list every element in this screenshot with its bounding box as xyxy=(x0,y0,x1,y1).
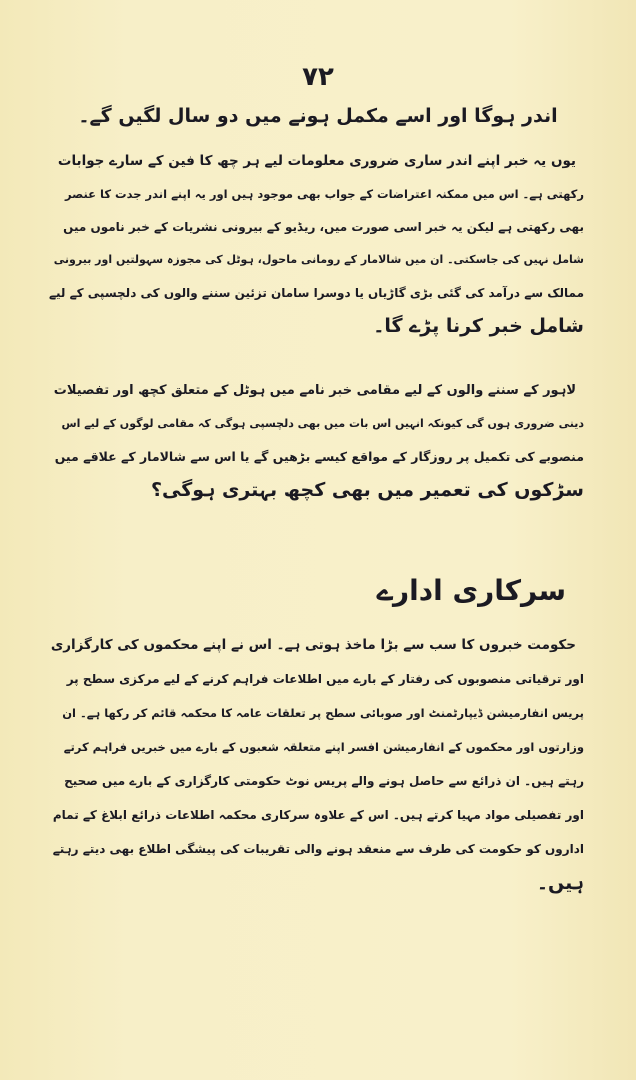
paragraph2-line: منصوبے کی تکمیل پر روزگار کے مواقع کیسے بڑھیں گے یا اس سے شالامار کے علاقے میں xyxy=(54,449,584,464)
paragraph3-line: ہیں۔ xyxy=(536,872,584,894)
paragraph1-line: ممالک سے درآمد کی گئی بڑی گاڑیاں یا دوسرا سامان تزئین سننے والوں کی دلچسپی کے لیے xyxy=(48,286,584,300)
paragraph1-line: رکھتی ہے۔ اس میں ممکنہ اعتراضات کے جواب بھی موجود ہیں اور یہ اپنے اندر جدت کا عنصر xyxy=(65,187,584,201)
paragraph3-line: پریس انفارمیشن ڈیپارٹمنٹ اور صوبائی سطح پر تعلقات عامہ کا محکمہ قائم کر رکھا ہے۔ ان xyxy=(62,706,584,720)
paragraph3-line: رہتے ہیں۔ ان ذرائع سے حاصل ہونے والے پریس نوٹ حکومتی کارگزاری کے بارے میں صحیح xyxy=(64,774,584,788)
paragraph2-line: سڑکوں کی تعمیر میں بھی کچھ بہتری ہوگی؟ xyxy=(150,479,584,501)
paragraph1-line: شامل نہیں کی جاسکتی۔ ان میں شالامار کے رومانی ماحول، ہوٹل کی مجوزہ سہولتیں اور بیرونی xyxy=(53,253,584,266)
page-number: ۷۲ xyxy=(302,62,334,92)
paragraph3-line: وزارتوں اور محکموں کے انفارمیشن افسر اپنے متعلقہ شعبوں کے بارے میں خبریں فراہم کرتے xyxy=(63,740,584,754)
paragraph2-line: دینی ضروری ہوں گی کیونکہ انہیں اس بات میں بھی دلچسپی ہوگی کہ مقامی لوگوں کے لیے اس xyxy=(61,417,584,430)
paragraph3-line: اور تفصیلی مواد مہیا کرتے ہیں۔ اس کے علاوہ سرکاری محکمہ اطلاعات ذرائع ابلاغ کے تمام xyxy=(52,808,584,822)
paragraph3-line: اداروں کو حکومت کی طرف سے منعقد ہونے والی تقریبات کی پیشگی اطلاع بھی دیتے رہتے xyxy=(52,842,584,856)
paragraph1-line: شامل خبر کرنا پڑے گا۔ xyxy=(373,315,584,337)
paragraph3-line: حکومت خبروں کا سب سے بڑا ماخذ ہوتی ہے۔ اس نے اپنے محکموں کی کارگزاری xyxy=(50,637,576,653)
paragraph1-line: یوں یہ خبر اپنے اندر ساری ضروری معلومات لیے ہر چھ کا فین کے سارے جوابات xyxy=(57,153,576,169)
section-heading: سرکاری ادارے xyxy=(376,574,566,607)
paragraph2-line: لاہور کے سننے والوں کے لیے مقامی خبر نامے میں ہوٹل کے متعلق کچھ اور تفصیلات xyxy=(53,383,576,398)
paragraph3-line: اور ترقیاتی منصوبوں کی رفتار کے بارے میں اطلاعات فراہم کرنے کے لیے مرکزی سطح پر xyxy=(66,672,584,686)
paragraph1-line: بھی رکھتی ہے لیکن یہ خبر اسی صورت میں، ریڈیو کے بیرونی نشریات کے خبر ناموں میں xyxy=(63,220,584,234)
intro-line: اندر ہوگا اور اسے مکمل ہونے میں دو سال لگیں گے۔ xyxy=(78,105,558,127)
